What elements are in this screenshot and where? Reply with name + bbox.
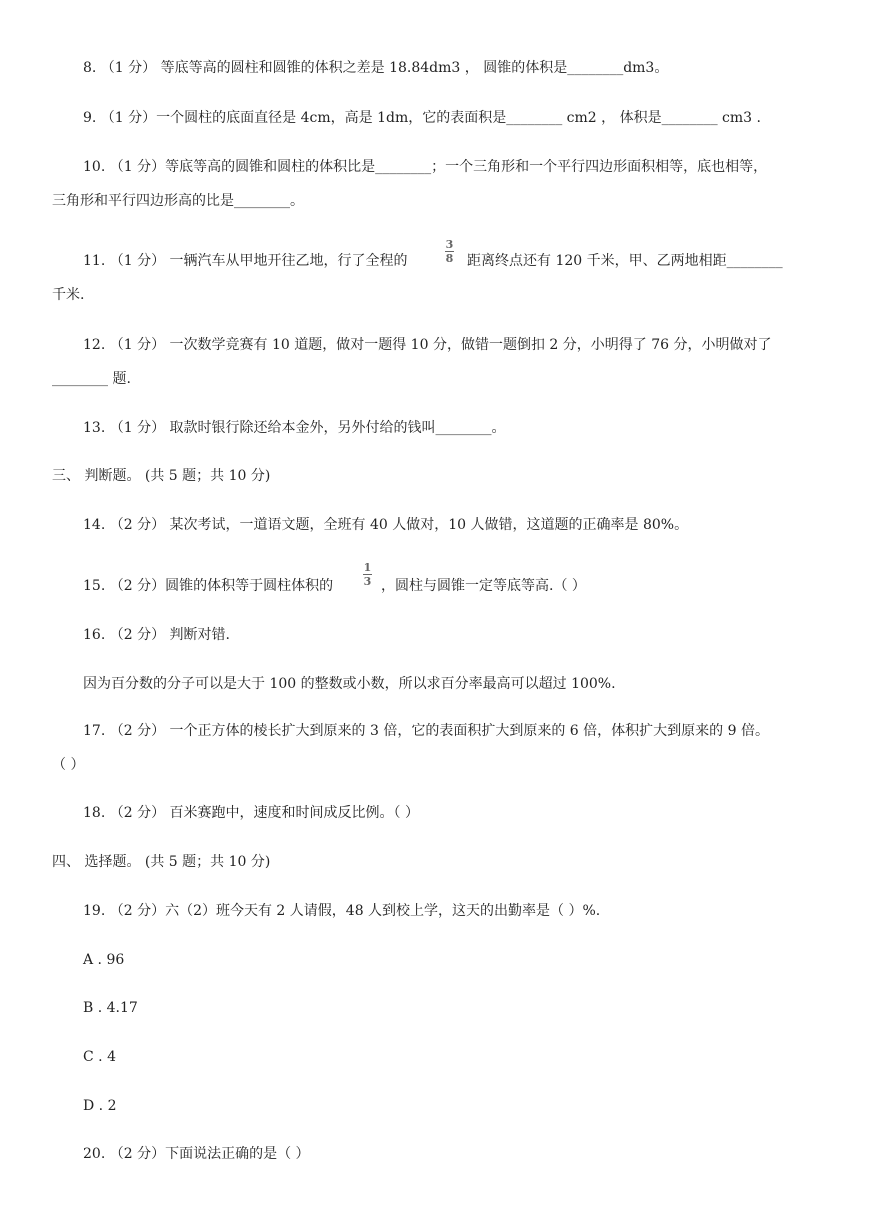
question-15-part-1: 15. （2 分）圆锥的体积等于圆柱体积的 xyxy=(83,578,334,594)
section-4-heading: 四、 选择题。 (共 5 题；共 10 分) xyxy=(52,854,271,870)
question-19-option-d: D . 2 xyxy=(83,1098,117,1114)
question-19-option-a: A . 96 xyxy=(83,952,125,968)
question-19-option-b: B . 4.17 xyxy=(83,1000,138,1016)
question-15-part-2: ，圆柱与圆锥一定等底等高.（ ） xyxy=(381,578,586,594)
question-17-line-2: （ ） xyxy=(52,757,85,773)
question-19: 19. （2 分）六（2）班今天有 2 人请假，48 人到校上学，这天的出勤率是（ ）%. xyxy=(83,903,601,919)
fraction-one-third xyxy=(363,562,372,587)
question-17-line-1: 17. （2 分） 一个正方体的棱长扩大到原来的 3 倍，它的表面积扩大到原来的 6 倍，体积扩大到原来的 9 倍。 xyxy=(83,723,769,739)
question-10-line-2: 三角形和平行四边形高的比是________。 xyxy=(52,193,304,209)
question-12-line-2: ________ 题. xyxy=(52,371,131,387)
question-19-option-c: C . 4 xyxy=(83,1049,116,1065)
fraction-denominator: 3 xyxy=(363,575,372,588)
question-16-body: 因为百分数的分子可以是大于 100 的整数或小数，所以求百分率最高可以超过 100%. xyxy=(83,676,616,692)
fraction-numerator: 3 xyxy=(445,238,454,251)
question-18: 18. （2 分） 百米赛跑中，速度和时间成反比例。（ ） xyxy=(83,805,419,821)
question-11-line-1-part-2: 距离终点还有 120 千米，甲、乙两地相距________ xyxy=(467,253,783,269)
question-11-line-1-part-1: 11. （1 分） 一辆汽车从甲地开往乙地，行了全程的 xyxy=(83,253,408,269)
section-3-heading: 三、 判断题。 (共 5 题；共 10 分) xyxy=(52,468,271,484)
question-14: 14. （2 分） 某次考试，一道语文题，全班有 40 人做对，10 人做错，这道题的正确率是 80%。 xyxy=(83,517,689,533)
question-9: 9. （1 分）一个圆柱的底面直径是 4cm，高是 1dm，它的表面积是________ cm2 ， 体积是________ cm3 . xyxy=(83,110,761,126)
question-8: 8. （1 分） 等底等高的圆柱和圆锥的体积之差是 18.84dm3 ， 圆锥的体积是________dm3。 xyxy=(83,60,669,76)
question-20: 20. （2 分）下面说法正确的是（ ） xyxy=(83,1146,310,1162)
fraction-numerator: 1 xyxy=(363,561,372,574)
question-13: 13. （1 分） 取款时银行除还给本金外，另外付给的钱叫________。 xyxy=(83,420,506,436)
question-11-line-2: 千米. xyxy=(52,287,85,303)
question-16: 16. （2 分） 判断对错. xyxy=(83,627,230,643)
fraction-denominator: 8 xyxy=(445,252,454,265)
question-10-line-1: 10. （1 分）等底等高的圆锥和圆柱的体积比是________；一个三角形和一个平行四边形面积相等，底也相等， xyxy=(83,159,768,175)
question-12-line-1: 12. （1 分） 一次数学竞赛有 10 道题，做对一题得 10 分，做错一题倒扣 2 分，小明得了 76 分，小明做对了 xyxy=(83,337,772,353)
fraction-three-eighths xyxy=(445,239,454,264)
